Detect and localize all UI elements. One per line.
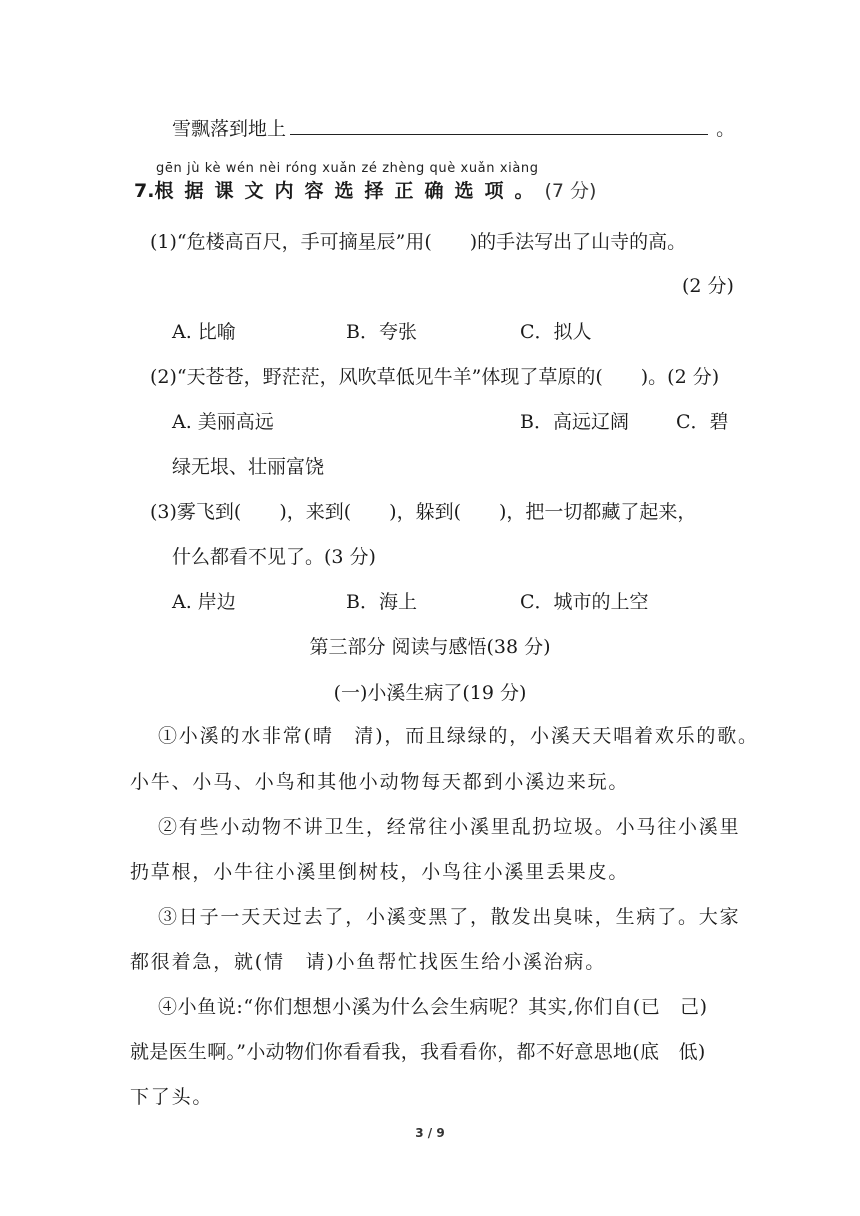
- passage-line: ④小鱼说:“你们想想小溪为什么会生病呢？其实,你们自(已 己): [158, 996, 708, 1018]
- passage-line: 扔草根，小牛往小溪里倒树枝，小鸟往小溪里丢果皮。: [130, 861, 630, 883]
- q7-sub2-option-b[interactable]: B．高远辽阔: [520, 411, 629, 433]
- q7-sub2-option-a[interactable]: A. 美丽高远: [172, 411, 274, 433]
- passage-line: ③日子一天天过去了，小溪变黑了，散发出臭味，生病了。大家: [158, 906, 741, 928]
- q7-sub3-stem: (3)雾飞到( )，来到( )，躲到( )，把一切都藏了起来，: [150, 501, 697, 523]
- q7-sub2-option-c-cont: 绿无垠、壮丽富饶: [172, 456, 325, 478]
- carry-over-text: 雪飘落到地上: [172, 118, 287, 140]
- q7-stem: 根据课文内容选择正确选项: [154, 180, 515, 202]
- q7-sub3-option-a[interactable]: A. 岸边: [172, 591, 236, 613]
- passage-line: 都很着急，就(情 请)小鱼帮忙找医生给小溪治病。: [130, 951, 607, 973]
- q7-sub1-option-b[interactable]: B．夸张: [346, 321, 417, 343]
- q7-stem-end: 。: [514, 180, 545, 202]
- q7-pinyin: gēn jù kè wén nèi róng xuǎn zé zhèng què xuǎn xiàng: [156, 161, 539, 176]
- q7-number: 7.: [134, 180, 155, 202]
- carry-over-end: 。: [716, 118, 736, 140]
- passage-line: ②有些小动物不讲卫生，经常往小溪里乱扔垃圾。小马往小溪里: [158, 816, 741, 838]
- carry-over-line: [172, 116, 735, 142]
- q7-points: (7 分): [544, 180, 597, 202]
- q7-sub1-stem: (1)“危楼高百尺，手可摘星辰”用( )的手法写出了山寺的高。: [150, 231, 687, 253]
- q7-sub2-stem: (2)“天苍苍，野茫茫，风吹草低见牛羊”体现了草原的( )。(2 分): [150, 366, 720, 388]
- q7-heading: [134, 178, 596, 204]
- q7-sub3-stem-cont: 什么都看不见了。(3 分): [172, 546, 376, 568]
- q7-sub2-option-c[interactable]: C．碧: [676, 411, 729, 433]
- answer-blank[interactable]: [290, 116, 708, 135]
- passage-title: (一)小溪生病了(19 分): [333, 682, 527, 704]
- q7-sub1-option-c[interactable]: C．拟人: [520, 321, 592, 343]
- passage-line: 就是医生啊。”小动物们你看看我，我看看你，都不好意思地(底 低): [130, 1041, 706, 1063]
- passage-line: 小牛、小马、小鸟和其他小动物每天都到小溪边来玩。: [130, 771, 630, 793]
- passage-line: 下了头。: [130, 1086, 214, 1108]
- passage-line: ①小溪的水非常(晴 清)，而且绿绿的，小溪天天唱着欢乐的歌。: [158, 725, 759, 747]
- q7-sub3-option-c[interactable]: C．城市的上空: [520, 591, 649, 613]
- q7-sub1-option-a[interactable]: A. 比喻: [172, 321, 236, 343]
- page-number: 3 / 9: [415, 1126, 445, 1140]
- q7-sub3-option-b[interactable]: B．海上: [346, 591, 417, 613]
- part3-title: 第三部分 阅读与感悟(38 分): [309, 636, 551, 658]
- q7-sub1-points: (2 分): [682, 275, 734, 297]
